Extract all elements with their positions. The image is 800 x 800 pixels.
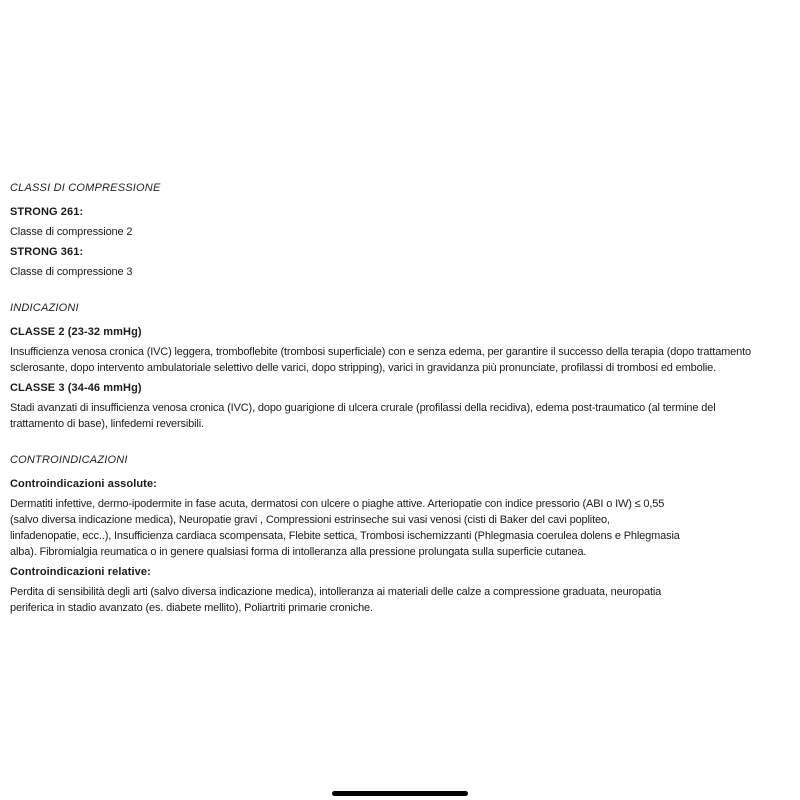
entry-title-controindicazioni-assolute: Controindicazioni assolute:	[10, 478, 157, 490]
paragraph-line: Classe di compressione 3	[10, 266, 133, 278]
section-compression-classes	[10, 180, 790, 280]
paragraph-line: Dermatiti infettive, dermo-ipodermite in fase acuta, dermatosi con ulcere o piaghe attive. Arteriopatie con indice pressorio (ABI o IW) ≤ 0,55	[10, 498, 665, 510]
entry-body-controindicazioni-assolute	[10, 496, 790, 560]
paragraph-line: sclerosante, dopo intervento ambulatoriale selettivo delle varici, dopo stripping), varici in gravidanza più pronunciate, profilassi di trombosi ed embolie.	[10, 362, 717, 374]
home-indicator[interactable]	[332, 791, 468, 796]
section-heading-classi-di-compressione: CLASSI DI COMPRESSIONE	[10, 182, 161, 194]
entry-title-classe-2: CLASSE 2 (23-32 mmHg)	[10, 326, 142, 338]
paragraph-line: Stadi avanzati di insufficienza venosa cronica (IVC), dopo guarigione di ulcera crurale (profilassi della recidiva), edema post-traumatico (al termine del	[10, 402, 716, 414]
section-indications	[10, 300, 790, 432]
section-heading-indicazioni: INDICAZIONI	[10, 302, 79, 314]
paragraph-line: Perdita di sensibilità degli arti (salvo diversa indicazione medica), intolleranza ai materiali delle calze a compressione graduata, neuropatia	[10, 586, 662, 598]
paragraph-line: trattamento di base), linfedemi reversibili.	[10, 418, 204, 430]
section-contraindications	[10, 452, 790, 616]
paragraph-line: linfadenopatie, ecc..), Insufficienza cardiaca scompensata, Flebite settica, Trombosi ischemizzanti (Phlegmasia coerulea dolens e Phlegmasia	[10, 530, 680, 542]
paragraph-line: Classe di compressione 2	[10, 226, 133, 238]
paragraph-line: Insufficienza venosa cronica (IVC) leggera, tromboflebite (trombosi superficiale) con e senza edema, per garantire il successo della terapia (dopo trattamento	[10, 346, 751, 358]
section-heading-controindicazioni: CONTROINDICAZIONI	[10, 454, 128, 466]
entry-body-strong-261	[10, 224, 790, 240]
entry-title-strong-261: STRONG 261:	[10, 206, 84, 218]
paragraph-line: (salvo diversa indicazione medica), Neuropatie gravi , Compressioni estrinseche sui vasi venosi (cisti di Baker del cavi popliteo,	[10, 514, 610, 526]
entry-title-classe-3: CLASSE 3 (34-46 mmHg)	[10, 382, 142, 394]
entry-body-controindicazioni-relative	[10, 584, 790, 616]
entry-title-strong-361: STRONG 361:	[10, 246, 84, 258]
paragraph-line: periferica in stadio avanzato (es. diabete mellito), Poliartriti primarie croniche.	[10, 602, 373, 614]
entry-title-controindicazioni-relative: Controindicazioni relative:	[10, 566, 151, 578]
entry-body-classe-2	[10, 344, 790, 376]
paragraph-line: alba). Fibromialgia reumatica o in genere qualsiasi forma di intolleranza alla pressione prolungata sulla superficie cutanea.	[10, 546, 587, 558]
entry-body-strong-361	[10, 264, 790, 280]
entry-body-classe-3	[10, 400, 790, 432]
